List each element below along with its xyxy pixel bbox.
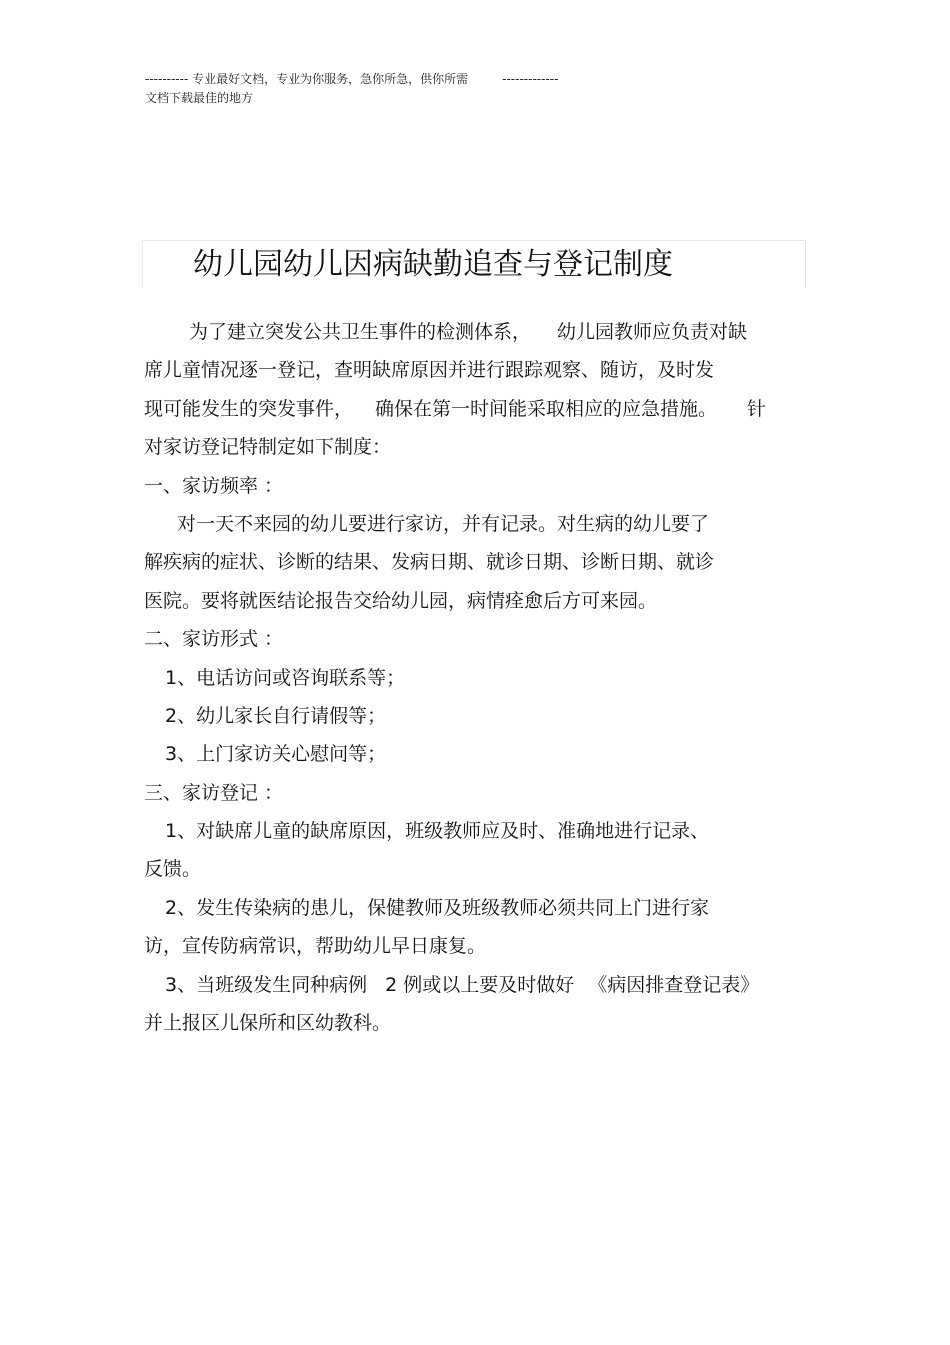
- intro-text: 确保在第一时间能采取相应的应急措施。: [375, 397, 718, 420]
- title-frame: [142, 240, 806, 288]
- registration-text: 3、当班级发生同种病例: [165, 973, 368, 996]
- header-subline: 文档下载最佳的地方: [145, 91, 254, 105]
- form-item: 3、上门家访关心慰问等；: [165, 743, 387, 766]
- section-heading-frequency: 一、家访频率 ：: [144, 474, 284, 497]
- intro-text: 为了建立突发公共卫生事件的检测体系，: [189, 321, 532, 343]
- registration-item-3-line-2: 并上报区儿保所和区幼教科。: [144, 1012, 392, 1035]
- document-body: [144, 313, 806, 1042]
- registration-text: 《病因排查登记表》: [588, 973, 760, 996]
- header-dash-left: ----------: [145, 72, 189, 86]
- document-title: 幼儿园幼儿因病缺勤追查与登记制度: [193, 247, 673, 282]
- section-heading-form: 二、家访形式 ：: [144, 628, 284, 651]
- form-item: 1、电话访问或咨询联系等；: [165, 666, 406, 689]
- intro-line-3: [144, 390, 806, 428]
- registration-item-1-line-1: 1、对缺席儿童的缺席原因，班级教师应及时、准确地进行记录、: [165, 820, 710, 843]
- frequency-line-2: 解疾病的症状、诊断的结果、发病日期、就诊日期、诊断日期、就诊: [144, 551, 715, 574]
- intro-line-4: 对家访登记特制定如下制度：: [144, 436, 392, 459]
- intro-line-1: [144, 313, 806, 351]
- registration-item-2-line-2: 访，宣传防病常识，帮助幼儿早日康复。: [144, 935, 487, 958]
- frequency-line-1: 对一天不来园的幼儿要进行家访，并有记录。对生病的幼儿要了: [177, 512, 710, 535]
- intro-line-2: 席儿童情况逐一登记，查明缺席原因并进行跟踪观察、随访，及时发: [144, 359, 715, 382]
- registration-item-1-line-2: 反馈。: [144, 858, 202, 881]
- frequency-line-3: 医院。要将就医结论报告交给幼儿园，病情痊愈后方可来园。: [144, 589, 658, 612]
- intro-text: 现可能发生的突发事件，: [144, 397, 354, 420]
- registration-item-2-line-1: 2、发生传染病的患儿，保健教师及班级教师必须共同上门进行家: [165, 896, 710, 919]
- section-heading-registration: 三、家访登记 ：: [144, 781, 284, 804]
- form-item: 2、幼儿家长自行请假等；: [165, 704, 387, 727]
- header-dash-right: -------------: [502, 72, 559, 86]
- header-tagline-row: [145, 70, 785, 89]
- header-tagline: 专业最好文档，专业为你服务，急你所急，供你所需: [188, 72, 469, 86]
- intro-text: 幼儿园教师应负责对缺: [557, 321, 748, 343]
- registration-text: 2 例或以上要及时做好: [385, 973, 575, 996]
- registration-item-3-line-1: [144, 966, 806, 1004]
- intro-text: 针: [747, 397, 767, 420]
- page-header: [145, 70, 785, 108]
